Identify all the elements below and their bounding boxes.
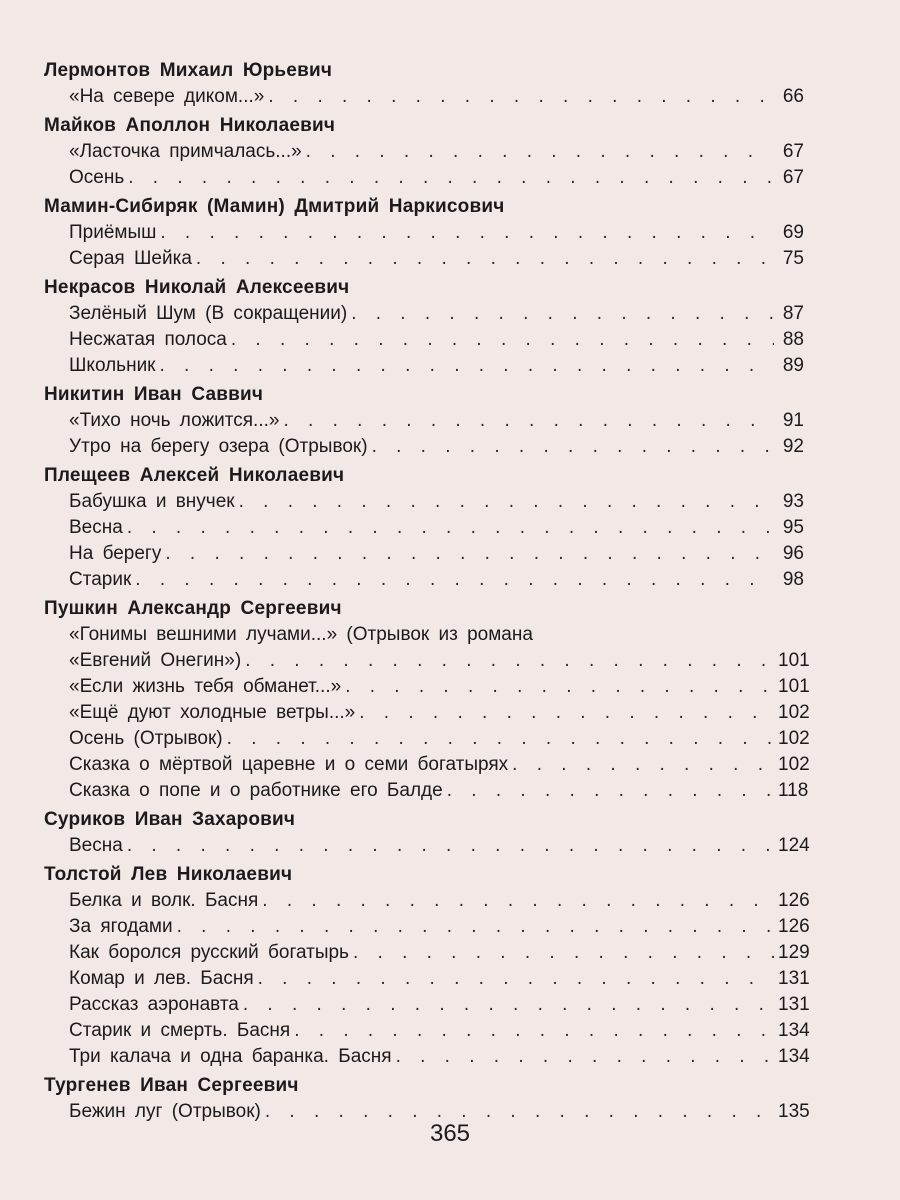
toc-entry: [69, 778, 809, 804]
entry-page-number: 134: [778, 1046, 810, 1067]
entry-title: Сказка о попе и о работнике его Балде: [69, 780, 443, 801]
entry-title: «Ещё дуют холодные ветры...»: [69, 702, 356, 723]
dot-leader: [160, 353, 775, 379]
entry-title: На берегу: [69, 543, 162, 564]
dot-leader: [372, 434, 774, 460]
entry-title: Бежин луг (Отрывок): [69, 1101, 261, 1122]
entry-page-number: 93: [782, 491, 804, 512]
entry-title: Серая Шейка: [69, 248, 192, 269]
toc-entry: [69, 434, 804, 460]
entry-title: Белка и волк. Басня: [69, 890, 259, 911]
toc-entry: [69, 992, 810, 1018]
works-list: [44, 888, 810, 1070]
entry-page-number: 91: [782, 410, 804, 431]
entry-page-number: 92: [782, 436, 804, 457]
dot-leader: [359, 700, 774, 726]
entry-title: «Тихо ночь ложится...»: [69, 410, 280, 431]
dot-leader: [258, 966, 774, 992]
toc-entry: [69, 914, 810, 940]
entry-title: «Евгений Онегин»): [69, 650, 242, 671]
entry-page-number: 66: [782, 86, 804, 107]
entry-page-number: 102: [778, 702, 810, 723]
toc-entry: [69, 327, 804, 353]
dot-leader: [243, 992, 774, 1018]
toc-entry: [69, 220, 804, 246]
works-list: [44, 220, 804, 272]
entry-title: Утро на берегу озера (Отрывок): [69, 436, 368, 457]
toc-entry: [69, 622, 804, 648]
entry-title: За ягодами: [69, 916, 173, 937]
entry-title: «Ласточка примчалась...»: [69, 141, 302, 162]
author-heading: Толстой Лев Николаевич: [44, 864, 293, 885]
entry-page-number: 134: [778, 1020, 810, 1041]
entry-page-number: 88: [782, 329, 804, 350]
entry-title: Весна: [69, 517, 123, 538]
dot-leader: [165, 541, 774, 567]
works-list: [44, 833, 810, 859]
works-list: [44, 84, 804, 110]
toc-entry: [69, 408, 804, 434]
dot-leader: [512, 752, 774, 778]
toc-entry: [69, 726, 810, 752]
dot-leader: [262, 888, 774, 914]
entry-title: «На севере диком...»: [69, 86, 265, 107]
works-list: [44, 139, 804, 191]
toc-entry: [69, 165, 804, 191]
toc-entry: [69, 648, 810, 674]
page-number: 365: [429, 1120, 471, 1147]
table-of-contents: [44, 58, 810, 1125]
dot-leader: [239, 489, 774, 515]
dot-leader: [294, 1018, 774, 1044]
entry-page-number: 126: [778, 890, 810, 911]
dot-leader: [245, 648, 774, 674]
toc-entry: [69, 1018, 810, 1044]
dot-leader: [127, 833, 774, 859]
toc-entry: [69, 246, 804, 272]
entry-title: Комар и лев. Басня: [69, 968, 254, 989]
dot-leader: [345, 674, 774, 700]
dot-leader: [306, 139, 774, 165]
author-heading: Плещеев Алексей Николаевич: [44, 465, 345, 486]
entry-title: Зелёный Шум (В сокращении): [69, 303, 348, 324]
dot-leader: [351, 301, 774, 327]
entry-title: Бабушка и внучек: [69, 491, 235, 512]
toc-entry: [69, 833, 810, 859]
dot-leader: [447, 778, 774, 804]
entry-page-number: 67: [782, 167, 804, 188]
dot-leader: [283, 408, 774, 434]
toc-entry: [69, 1044, 810, 1070]
entry-title: Осень: [69, 167, 125, 188]
works-list: [44, 489, 804, 593]
dot-leader: [135, 567, 774, 593]
toc-entry: [69, 888, 810, 914]
author-heading: Тургенев Иван Сергеевич: [44, 1075, 299, 1096]
author-heading: Мамин-Сибиряк (Мамин) Дмитрий Наркисович: [44, 196, 505, 217]
toc-entry: [69, 139, 804, 165]
entry-page-number: 69: [782, 222, 804, 243]
entry-title: Приёмыш: [69, 222, 157, 243]
toc-entry: [69, 700, 810, 726]
dot-leader: [160, 220, 774, 246]
dot-leader: [127, 515, 774, 541]
toc-entry: [69, 515, 804, 541]
dot-leader: [268, 84, 774, 110]
works-list: [44, 622, 810, 804]
entry-title: Как боролся русский богатырь: [69, 942, 349, 963]
dot-leader: [353, 940, 774, 966]
entry-page-number: 67: [782, 141, 804, 162]
entry-title: Школьник: [69, 355, 156, 376]
dot-leader: [231, 327, 774, 353]
entry-page-number: 101: [778, 676, 810, 697]
works-list: [44, 408, 804, 460]
entry-title: Три калача и одна баранка. Басня: [69, 1046, 392, 1067]
entry-page-number: 118: [778, 780, 809, 801]
entry-title: Рассказ аэронавта: [69, 994, 239, 1015]
toc-entry: [69, 752, 810, 778]
entry-title: «Гонимы вешними лучами...» (Отрывок из романа: [69, 624, 533, 645]
entry-title: Старик: [69, 569, 132, 590]
dot-leader: [196, 246, 774, 272]
entry-page-number: 101: [778, 650, 810, 671]
toc-entry: [69, 353, 804, 379]
dot-leader: [177, 914, 774, 940]
author-heading: Лермонтов Михаил Юрьевич: [44, 60, 333, 81]
entry-title: Весна: [69, 835, 123, 856]
dot-leader: [396, 1044, 774, 1070]
toc-entry: [69, 489, 804, 515]
works-list: [44, 301, 804, 379]
author-heading: Суриков Иван Захарович: [44, 809, 296, 830]
entry-page-number: 96: [782, 543, 804, 564]
entry-page-number: 87: [782, 303, 804, 324]
entry-page-number: 131: [778, 994, 810, 1015]
toc-entry: [69, 541, 804, 567]
toc-entry: [69, 84, 804, 110]
entry-page-number: 131: [778, 968, 810, 989]
toc-entry: [69, 301, 804, 327]
author-heading: Некрасов Николай Алексеевич: [44, 277, 350, 298]
entry-page-number: 89: [782, 355, 804, 376]
author-heading: Майков Аполлон Николаевич: [44, 115, 336, 136]
toc-entry: [69, 966, 810, 992]
entry-title: «Если жизнь тебя обманет...»: [69, 676, 342, 697]
entry-page-number: 129: [778, 942, 810, 963]
entry-page-number: 102: [778, 754, 810, 775]
entry-title: Старик и смерть. Басня: [69, 1020, 291, 1041]
entry-title: Сказка о мёртвой царевне и о семи богатырях: [69, 754, 509, 775]
toc-entry: [69, 674, 810, 700]
dot-leader: [128, 165, 774, 191]
dot-leader: [227, 726, 774, 752]
entry-title: Несжатая полоса: [69, 329, 227, 350]
entry-page-number: 75: [782, 248, 804, 269]
entry-page-number: 135: [778, 1101, 810, 1122]
entry-page-number: 95: [782, 517, 804, 538]
toc-entry: [69, 567, 804, 593]
toc-entry: [69, 940, 810, 966]
entry-title: Осень (Отрывок): [69, 728, 223, 749]
entry-page-number: 98: [782, 569, 804, 590]
author-heading: Никитин Иван Саввич: [44, 384, 264, 405]
entry-page-number: 102: [778, 728, 810, 749]
entry-page-number: 124: [778, 835, 810, 856]
author-heading: Пушкин Александр Сергеевич: [44, 598, 342, 619]
entry-page-number: 126: [778, 916, 810, 937]
